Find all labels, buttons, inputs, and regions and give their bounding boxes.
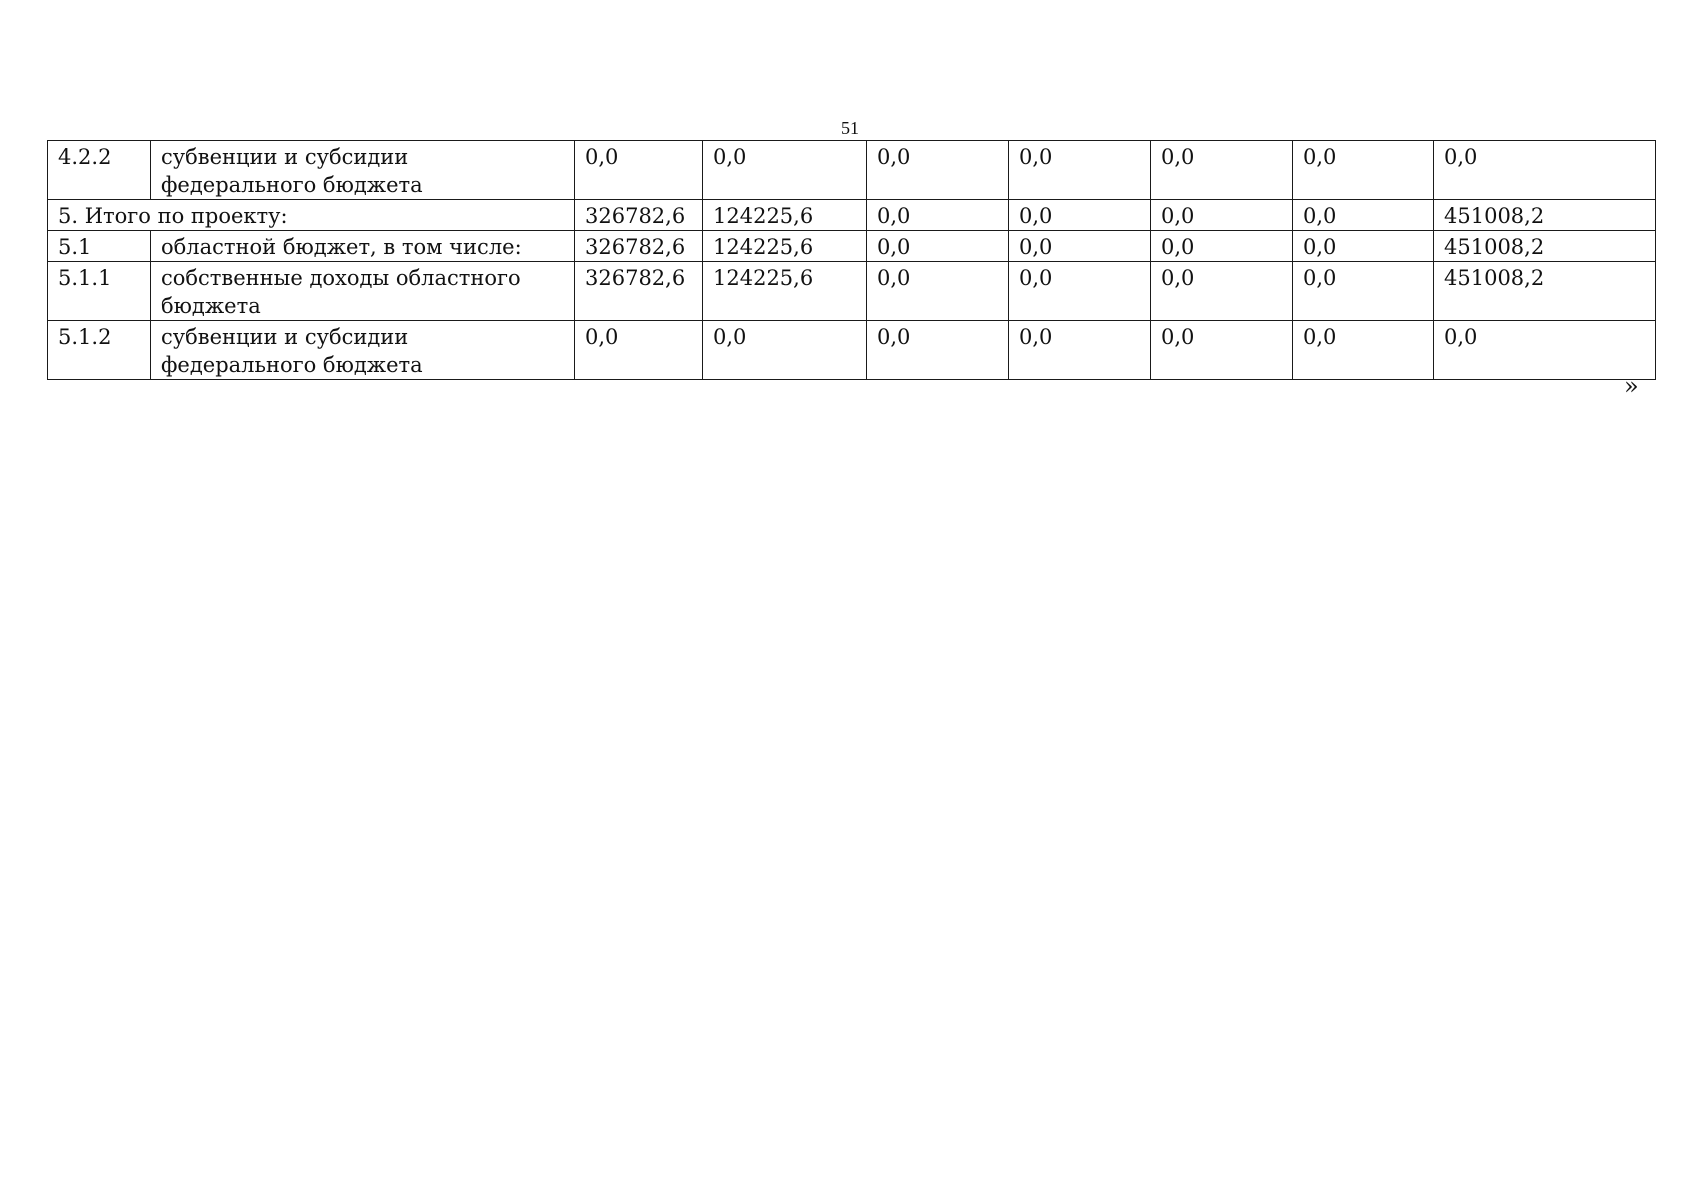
value-cell: 0,0	[1293, 200, 1434, 231]
value-cell: 326782,6	[575, 200, 703, 231]
value-cell: 326782,6	[575, 262, 703, 321]
value-cell: 124225,6	[703, 231, 867, 262]
budget-table	[47, 140, 1656, 380]
table-row	[48, 200, 1656, 231]
value-cell: 0,0	[1151, 141, 1293, 200]
value-cell: 0,0	[867, 200, 1009, 231]
value-cell: 0,0	[867, 321, 1009, 380]
value-cell: 0,0	[1434, 141, 1656, 200]
value-cell: 0,0	[1009, 141, 1151, 200]
table-row	[48, 231, 1656, 262]
value-cell: 0,0	[703, 141, 867, 200]
value-cell: 0,0	[1009, 200, 1151, 231]
value-cell: 0,0	[1293, 231, 1434, 262]
row-code: 5.1.1	[48, 262, 151, 321]
value-cell: 124225,6	[703, 262, 867, 321]
value-cell: 124225,6	[703, 200, 867, 231]
value-cell: 0,0	[1151, 200, 1293, 231]
value-cell: 0,0	[867, 231, 1009, 262]
table-row	[48, 262, 1656, 321]
value-cell: 0,0	[575, 141, 703, 200]
value-cell: 0,0	[1151, 321, 1293, 380]
value-cell: 451008,2	[1434, 231, 1656, 262]
value-cell: 0,0	[1009, 231, 1151, 262]
value-cell: 0,0	[867, 141, 1009, 200]
value-cell: 0,0	[1293, 141, 1434, 200]
row-label: субвенции и субсидии федерального бюджета	[151, 141, 575, 200]
closing-quote: »	[1624, 372, 1639, 400]
page-number: 51	[841, 118, 859, 138]
value-cell: 0,0	[1009, 321, 1151, 380]
row-label: областной бюджет, в том числе:	[151, 231, 575, 262]
value-cell: 451008,2	[1434, 262, 1656, 321]
value-cell: 0,0	[575, 321, 703, 380]
value-cell: 0,0	[1009, 262, 1151, 321]
row-code: 4.2.2	[48, 141, 151, 200]
value-cell: 0,0	[1293, 262, 1434, 321]
row-code: 5.1.2	[48, 321, 151, 380]
value-cell: 451008,2	[1434, 200, 1656, 231]
value-cell: 0,0	[1151, 262, 1293, 321]
row-code: 5.1	[48, 231, 151, 262]
table-row	[48, 321, 1656, 380]
table-row	[48, 141, 1656, 200]
value-cell: 0,0	[1293, 321, 1434, 380]
value-cell: 326782,6	[575, 231, 703, 262]
row-label: субвенции и субсидии федерального бюджета	[151, 321, 575, 380]
row-label: собственные доходы областного бюджета	[151, 262, 575, 321]
row-label: 5. Итого по проекту:	[48, 200, 575, 231]
value-cell: 0,0	[703, 321, 867, 380]
value-cell: 0,0	[867, 262, 1009, 321]
value-cell: 0,0	[1434, 321, 1656, 380]
value-cell: 0,0	[1151, 231, 1293, 262]
